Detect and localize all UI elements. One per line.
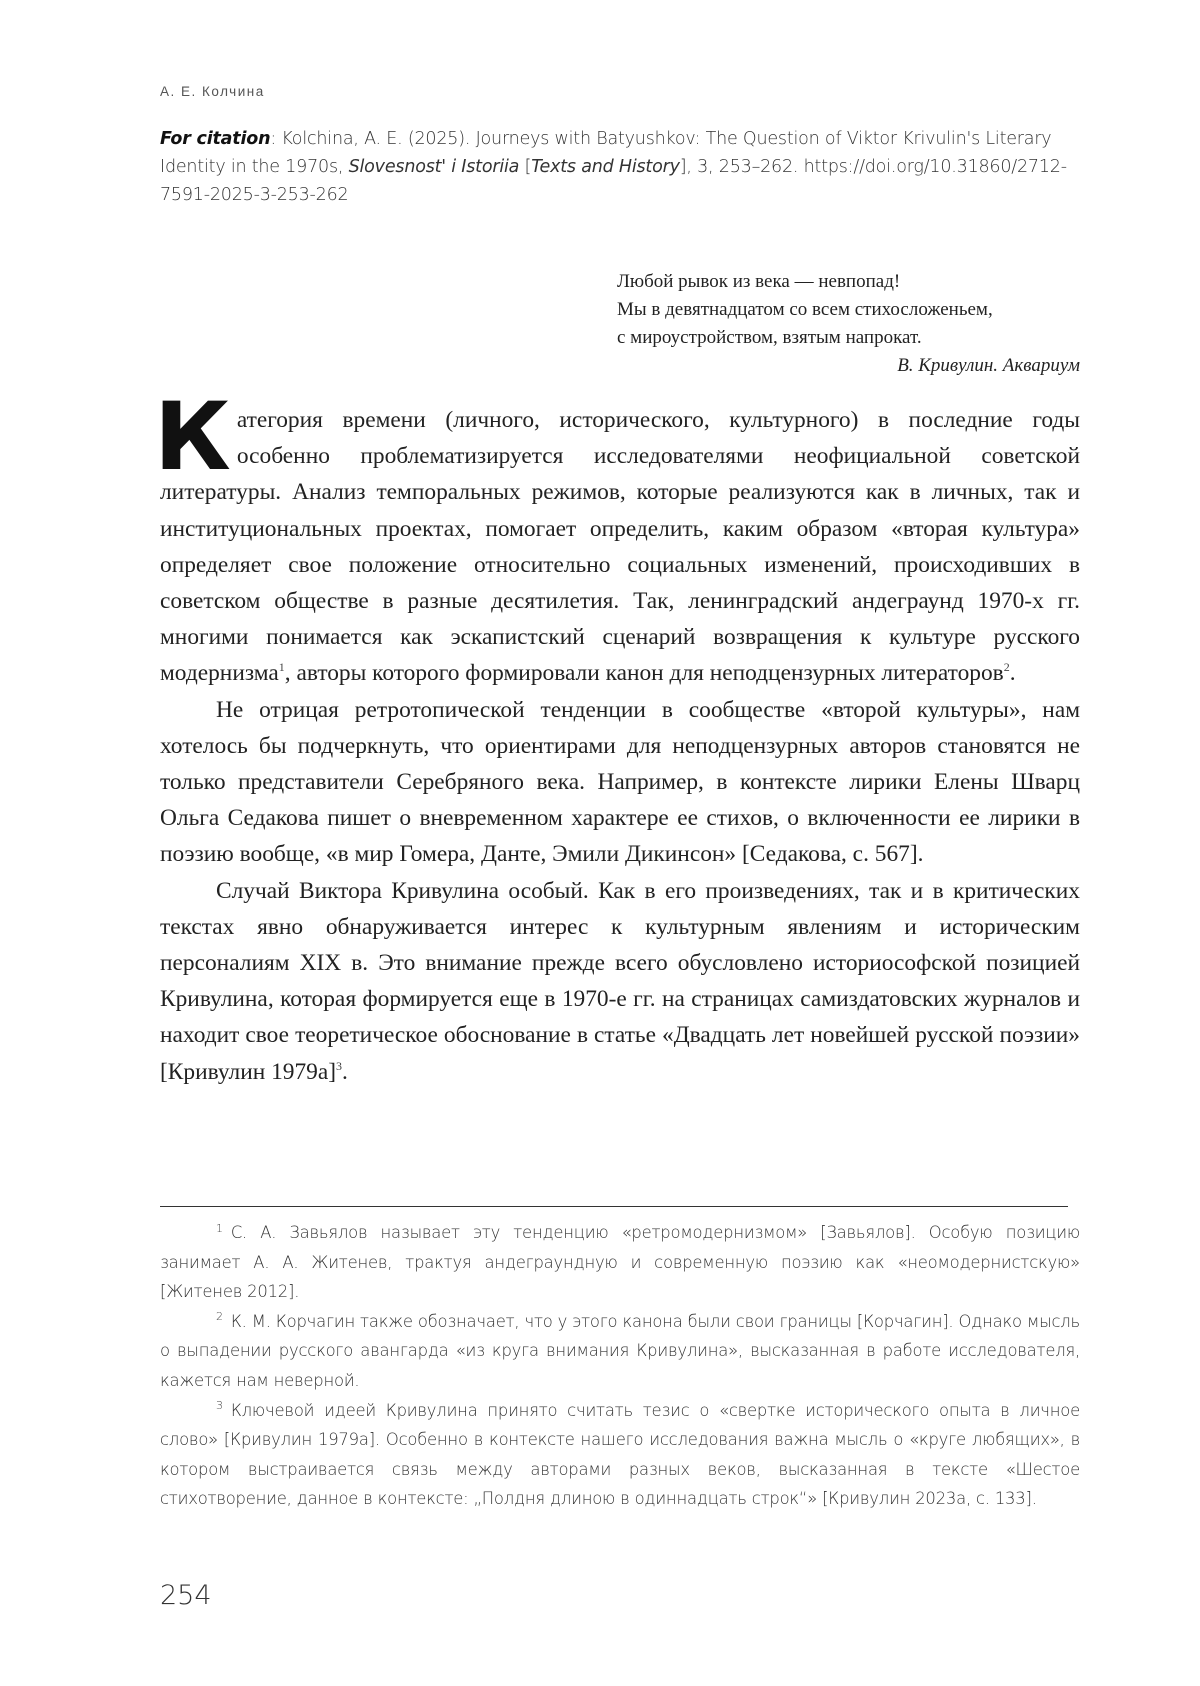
footnote-ref-2[interactable]: 2 [1004, 661, 1010, 675]
footnote [160, 1218, 1080, 1307]
citation-journal-translation: Texts and History [531, 157, 680, 177]
footnote-text: К. М. Корчагин также обозначает, что у этого канона были свои границы [Корчагин]. Однако мысль о выпадении русского авангарда «из круга внимания Кривулина», высказанная в работе исследователя, кажется нам неверной. [160, 1312, 1080, 1390]
paragraph-text: Случай Виктора Кривулина особый. Как в его произведениях, так и в критических текстах явно обнаруживается интерес к культурным явлениям и историческим персоналиям XIX в. Это внимание прежде всего обусловлено историософской позицией Кривулина, которая формируется еще в 1970-е гг. на страницах самиздатовских журналов и находит свое теоретическое обоснование в статье «Двадцать лет новейшей русской поэзии» [Кривулин 1979а] [160, 878, 1080, 1085]
paragraph-text: . [342, 1059, 348, 1085]
epigraph-line: Мы в девятнадцатом со всем стихосложеньем, [617, 296, 1080, 324]
footnote-number: 2 [216, 1310, 223, 1323]
body-paragraph [160, 873, 1080, 1090]
epigraph-source: В. Кривулин. Аквариум [617, 352, 1080, 380]
running-head: А. Е. Колчина [160, 84, 265, 99]
epigraph [617, 268, 1080, 380]
footnote-divider [160, 1206, 1068, 1207]
footnote-ref-1[interactable]: 1 [279, 661, 285, 675]
footnotes [160, 1218, 1080, 1514]
footnote-text: С. А. Завьялов называет эту тенденцию «ретромодернизмом» [Завьялов]. Особую позицию занимает А. А. Житенев, трактуя андеграундную и современную поэзию как «неомодернистскую» [Житенев 2012]. [160, 1223, 1080, 1301]
drop-cap: К [154, 402, 229, 474]
footnote [160, 1396, 1080, 1514]
footnote [160, 1307, 1080, 1396]
citation-journal: Slovesnost' i Istoriia [349, 157, 520, 177]
footnote-text: Ключевой идеей Кривулина принято считать тезис о «свертке исторического опыта в личное слово» [Кривулин 1979а]. Особенно в контексте нашего исследования важна мысль о «круге любящих», в котором выстраивается связь между авторами разных веков, высказанная в тексте «Шестое стихотворение, данное в контексте: „Полдня длиною в одиннадцать строк“» [Кривулин 2023а, с. 133]. [160, 1401, 1080, 1509]
footnote-number: 3 [216, 1399, 223, 1412]
paragraph-text: , авторы которого формировали канон для неподцензурных литераторов [285, 660, 1004, 686]
paragraph-text: . [1010, 660, 1016, 686]
citation-block [160, 125, 1080, 209]
body-paragraph: Не отрицая ретротопической тенденции в сообществе «второй культуры», нам хотелось бы подчеркнуть, что ориентирами для неподцензурных авторов становятся не только представители Серебряного века. Например, в контексте лирики Елены Шварц Ольга Седакова пишет о вневременном характере ее стихов, о включенности ее лирики в поэзию вообще, «в мир Гомера, Данте, Эмили Дикинсон» [Седакова, с. 567]. [160, 692, 1080, 873]
epigraph-line: Любой рывок из века — невпопад! [617, 268, 1080, 296]
epigraph-line: с мироустройством, взятым напрокат. [617, 324, 1080, 352]
paragraph-text: атегория времени (личного, исторического, культурного) в последние годы особенно проблематизируется исследователями неофициальной советской литературы. Анализ темпоральных режимов, которые реализуются как в личных, так и институциональных проектах, помогает определить, каким образом «вторая культура» определяет свое положение относительно социальных изменений, происходивших в советском обществе в разные десятилетия. Так, ленинградский андеграунд 1970-х гг. многими понимается как эскапистский сценарий возвращения к культуре русского модернизма [160, 407, 1080, 686]
citation-bracket-open: [ [519, 157, 531, 177]
citation-text-after: ], 3, 253–262. https://doi.org/10.31860/2712-7591-2025-3-253-262 [160, 157, 1067, 205]
footnote-number: 1 [216, 1222, 223, 1235]
body-paragraph [160, 402, 1080, 692]
article-body [160, 402, 1080, 1090]
page-number: 254 [160, 1580, 212, 1611]
citation-label: For citation [160, 129, 270, 149]
footnote-ref-3[interactable]: 3 [336, 1059, 342, 1073]
citation-text-before: : Kolchina, A. E. (2025). Journeys with Batyushkov: The Question of Viktor Krivulin's Literary Identity in the 1970s, [160, 129, 1051, 177]
